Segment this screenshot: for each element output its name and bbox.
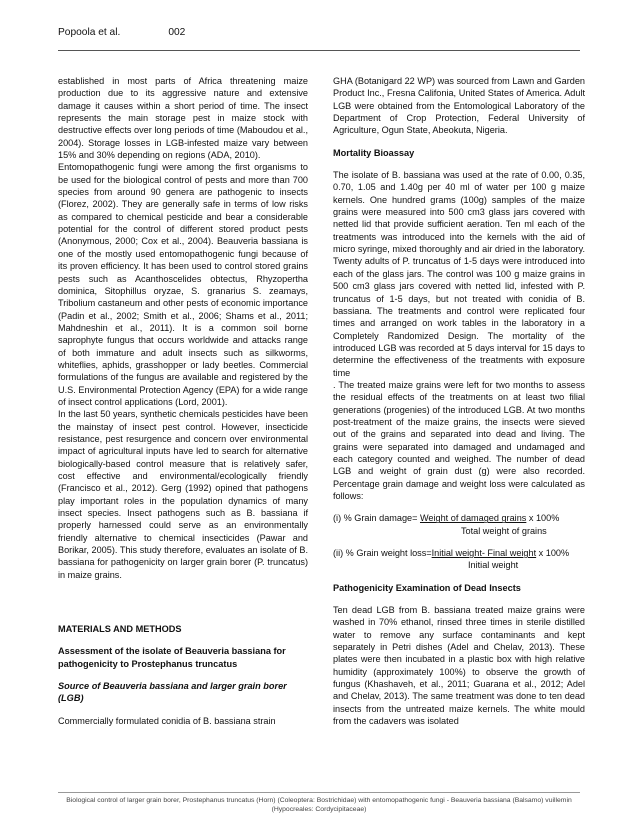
right-paragraph-3: . The treated maize grains were left for two months to assess the residual effects of the treatments on at least two filial generations (progenies) of the introduced LGB. At two months post-treatment of the maize grains, the insects were sieved out of the grains and separated into dead and living. The grains were separated into damaged and undamaged and each category counted and weighed. The number of dead LGB and weight of grain dust (g) were also recorded. Percentage grain damage and weight loss were calculated as follows: [333,379,585,501]
right-column [333,75,585,728]
formula2-prefix: (ii) % Grain weight loss= [333,548,432,559]
formula2-suffix: x 100% [536,548,570,559]
heading-mortality-bioassay: Mortality Bioassay [333,147,415,158]
header-authors: Popoola et al. [58,27,121,38]
formula-grain-damage [333,512,585,537]
section-heading-materials: MATERIALS AND METHODS [58,624,182,635]
formula1-numerator: Weight of damaged grains [419,513,527,524]
left-paragraph-1: established in most parts of Africa threatening maize production due to its aggressive nature and extensive damage it causes within a short period of time. The insect represents the main storage pest in maize stock with destructive effects over long periods of time (Maboudou et al., 2004). Storage losses in LGB-infested maize vary between 15% and 30% depending on regions (ADA, 2010). [58,76,308,161]
running-footer: Biological control of larger grain borer, Prostephanus truncatus (Horn) (Coleoptera: Bostrichidae) with entomopathogenic fungi - Beauveria bassiana (Balsamo) vuillemin (Hypocreales: Cordycipitaceae) [66,797,572,813]
left-paragraph-3: In the last 50 years, synthetic chemicals pesticides have been the mainstay of insect pest control. However, insecticide resistance, pest resurgence and concern over environmental impact of agricultural inputs have led to search for alternative biologically-based control measure that is relatively safer, cost effective and environmental/ecologically friendly (Francisco et al., 2012). Gerg (1992) opined that pathogens play important roles in the population dynamics of many insect species. Insect pathogens such as B. bassiana if properly harnessed could serve as an environmentally friendly alternative to chemical insecticides (Pawar and Borikar, 2005). This study therefore, evaluates an isolate of B. bassiana for pathogenicity on larger grain borer (P. truncatus) in maize grains. [58,409,308,580]
subheading-source: Source of Beauveria bassiana and larger grain borer (LGB) [58,681,287,704]
heading-pathogenicity: Pathogenicity Examination of Dead Insects [333,582,521,593]
formula1-suffix: x 100% [526,513,560,524]
formula1-denominator: Total weight of grains [461,525,547,536]
formula2-numerator: Initial weight- Final weight [431,548,537,559]
formula2-denominator: Initial weight [468,560,519,571]
left-column [58,75,308,727]
right-paragraph-1: GHA (Botanigard 22 WP) was sourced from Lawn and Garden Product Inc., Fresna Califonia, United States of America. Adult LGB were obtained from the Entomological Laboratory of the Department of Crop Protection, Federal University of Agriculture, Ogun State, Abeokuta, Nigeria. [333,76,585,136]
formula1-prefix: (i) % Grain damage= [333,513,420,524]
running-header [58,27,185,38]
left-paragraph-4: Commercially formulated conidia of B. bassiana strain [58,715,276,726]
formula-weight-loss [333,547,585,572]
right-paragraph-4: Ten dead LGB from B. bassiana treated maize grains were washed in 70% ethanol, rinsed three times in sterile distilled water to remove any surface contaminants and kept separately in Petri dishes (Adel and Chelav, 2013). These plates were then incubated in a plastic box with high relative humidity (approximately 100%) to observe the growth of fungus (Khashaveh, et al., 2011; Guarana et al., 2012; Adel and Chelav, 2013). The same treatment was done to ten dead insects from the untreated maize kernels. The white mould from the cadavers was isolated [333,605,585,727]
left-paragraph-2: Entomopathogenic fungi were among the first organisms to be used for the biological control of pests and more than 700 species from around 90 genera are pathogenic to insects (Florez, 2002). They are generally safe in terms of low risks as compared to chemical pesticide and bear a considerable potential for the control of different stored product pests (Anonymous, 2000; Cox et al., 2004). Beauveria bassiana is one of the mostly used entomopathogenic fungi because of its proven efficiency. It has been used to control stored grains pests such as Acanthoscelides obtectus, Rhyzopertha dominica, Sitophillus oryzae, S. granarius S. zeamays, Tribolium castaneum and other pests of economic importance (Padin et al., 2002; Smith et al., 2006; Shams et al., 2011; Mahdneshin et al., 2011). It is a common soil borne saprophyte fungus that occurs worldwide and attacks range of both immature and adult insects such as silkworms, whiteflies, aphids, grasshopper or lady beetles. Commercial formulations of the fungus are available and registered by the U.S. Environmental Protection Agency (EPA) for a wide range of insect control applications (Lord, 2001). [58,162,308,407]
right-paragraph-2: The isolate of B. bassiana was used at the rate of 0.00, 0.35, 0.70, 1.05 and 1.40g per 40 ml of water per 100 g maize kernels. One hundred grams (100g) samples of the maize grains were measured into 500 cm3 glass jars covered with netted lid that provide sufficient aeration. Ten ml each of the treatments was introduced into the kernels with the aid of micro syringe, mixed thoroughly and air dried in the laboratory. Twenty adults of P. truncatus of 1-5 days were introduced into each of the glass jars. The control was 100 g maize grains in 500 cm3 glass jars covered with netted lid, infested with P. truncatus of 1-5 days, but not treated with conidia of B. bassiana. The treatments and control were replicated four times and arranged on work tables in the laboratory in a Completely Randomized Design. The mortality of the introduced LGB was recorded at 5 days interval for 15 days to determine the effectiveness of the treatments with exposure time [333,170,585,378]
header-rule [58,50,580,51]
subheading-assessment: Assessment of the isolate of Beauveria bassiana for pathogenicity to Prostephanus truncatus [58,646,286,669]
footer-rule [58,792,580,793]
header-page-number: 002 [168,27,186,38]
